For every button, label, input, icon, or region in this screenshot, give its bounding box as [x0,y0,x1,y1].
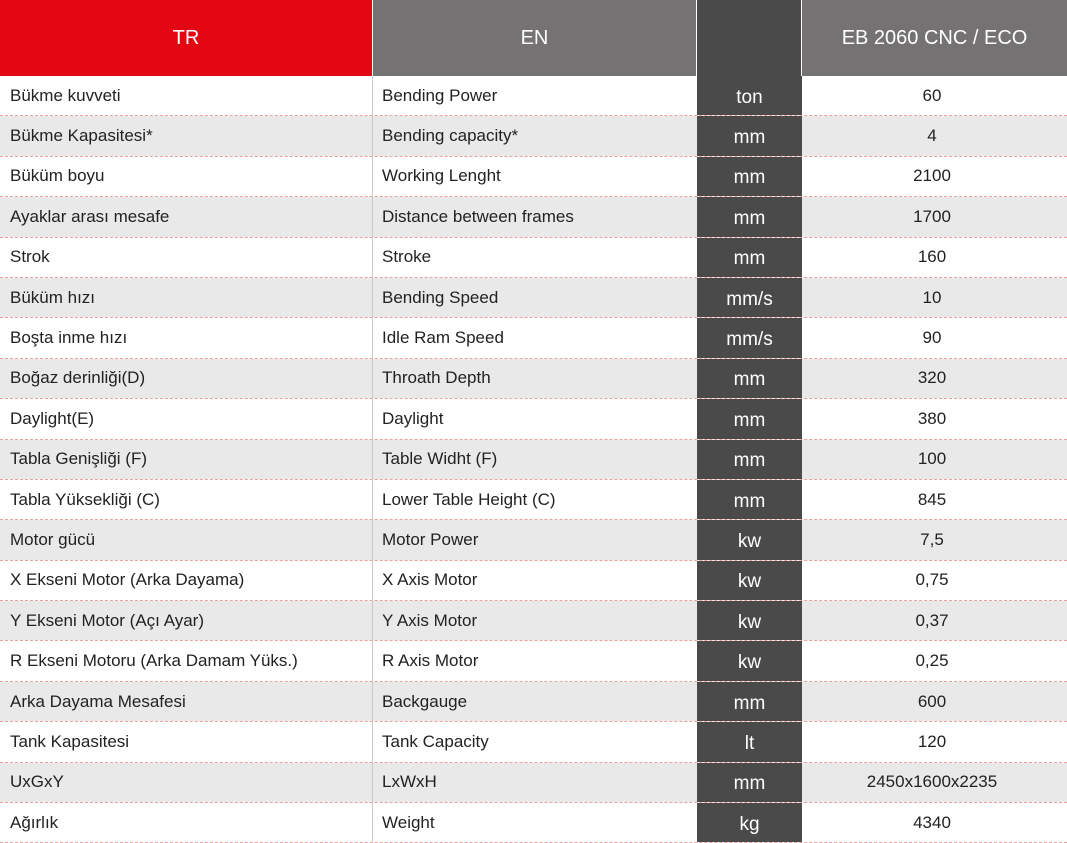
table-row [0,440,1067,480]
row-en-label: Y Axis Motor [373,601,697,640]
table-row [0,278,1067,318]
row-en-label: LxWxH [373,763,697,802]
table-row [0,157,1067,197]
row-unit: ton [697,76,802,115]
row-unit: mm [697,480,802,519]
row-unit: mm/s [697,318,802,357]
row-value: 90 [802,318,1067,357]
table-row [0,682,1067,722]
row-tr-label: Ayaklar arası mesafe [0,197,373,236]
row-en-label: Working Lenght [373,157,697,196]
table-row [0,359,1067,399]
row-en-label: Bending Power [373,76,697,115]
table-row [0,722,1067,762]
row-value: 4 [802,116,1067,155]
table-row [0,601,1067,641]
header-model: EB 2060 CNC / ECO [802,0,1067,76]
row-unit: mm/s [697,278,802,317]
row-tr-label: Tabla Genişliği (F) [0,440,373,479]
row-unit: lt [697,722,802,761]
row-unit: mm [697,763,802,802]
row-en-label: Bending capacity* [373,116,697,155]
table-row [0,238,1067,278]
row-tr-label: Tank Kapasitesi [0,722,373,761]
row-value: 2450x1600x2235 [802,763,1067,802]
row-unit: mm [697,157,802,196]
row-unit: mm [697,399,802,438]
row-en-label: Backgauge [373,682,697,721]
table-row [0,763,1067,803]
row-en-label: R Axis Motor [373,641,697,680]
row-en-label: Tank Capacity [373,722,697,761]
row-unit: kw [697,561,802,600]
row-value: 160 [802,238,1067,277]
table-row [0,641,1067,681]
table-row [0,197,1067,237]
row-value: 0,75 [802,561,1067,600]
row-en-label: Table Widht (F) [373,440,697,479]
row-value: 60 [802,76,1067,115]
row-value: 0,25 [802,641,1067,680]
row-unit: mm [697,197,802,236]
row-value: 4340 [802,803,1067,842]
row-value: 0,37 [802,601,1067,640]
row-en-label: Weight [373,803,697,842]
row-value: 380 [802,399,1067,438]
row-unit: mm [697,440,802,479]
row-tr-label: Daylight(E) [0,399,373,438]
row-tr-label: R Ekseni Motoru (Arka Damam Yüks.) [0,641,373,680]
table-row [0,399,1067,439]
row-tr-label: Büküm boyu [0,157,373,196]
row-en-label: Bending Speed [373,278,697,317]
row-en-label: Daylight [373,399,697,438]
table-row [0,561,1067,601]
row-value: 320 [802,359,1067,398]
row-value: 845 [802,480,1067,519]
table-row [0,480,1067,520]
row-unit: kw [697,641,802,680]
row-tr-label: Boğaz derinliği(D) [0,359,373,398]
row-unit: mm [697,682,802,721]
row-value: 2100 [802,157,1067,196]
header-tr: TR [0,0,373,76]
row-en-label: Throath Depth [373,359,697,398]
row-value: 120 [802,722,1067,761]
row-tr-label: X Ekseni Motor (Arka Dayama) [0,561,373,600]
row-unit: mm [697,238,802,277]
header-unit [697,0,802,76]
row-tr-label: Bükme Kapasitesi* [0,116,373,155]
row-unit: mm [697,116,802,155]
table-body [0,76,1067,843]
row-unit: kg [697,803,802,842]
table-row [0,803,1067,843]
row-tr-label: Tabla Yüksekliği (C) [0,480,373,519]
row-value: 7,5 [802,520,1067,559]
row-en-label: Distance between frames [373,197,697,236]
table-row [0,76,1067,116]
row-tr-label: Motor gücü [0,520,373,559]
row-unit: mm [697,359,802,398]
row-en-label: X Axis Motor [373,561,697,600]
row-tr-label: Büküm hızı [0,278,373,317]
row-en-label: Lower Table Height (C) [373,480,697,519]
table-row [0,116,1067,156]
row-en-label: Idle Ram Speed [373,318,697,357]
row-value: 10 [802,278,1067,317]
row-value: 1700 [802,197,1067,236]
row-value: 100 [802,440,1067,479]
row-tr-label: Boşta inme hızı [0,318,373,357]
table-header [0,0,1067,76]
row-tr-label: Arka Dayama Mesafesi [0,682,373,721]
row-tr-label: Bükme kuvveti [0,76,373,115]
row-en-label: Motor Power [373,520,697,559]
row-tr-label: Y Ekseni Motor (Açı Ayar) [0,601,373,640]
row-value: 600 [802,682,1067,721]
row-tr-label: Strok [0,238,373,277]
table-row [0,318,1067,358]
row-en-label: Stroke [373,238,697,277]
row-unit: kw [697,601,802,640]
row-tr-label: UxGxY [0,763,373,802]
row-tr-label: Ağırlık [0,803,373,842]
table-row [0,520,1067,560]
row-unit: kw [697,520,802,559]
header-en: EN [373,0,697,76]
